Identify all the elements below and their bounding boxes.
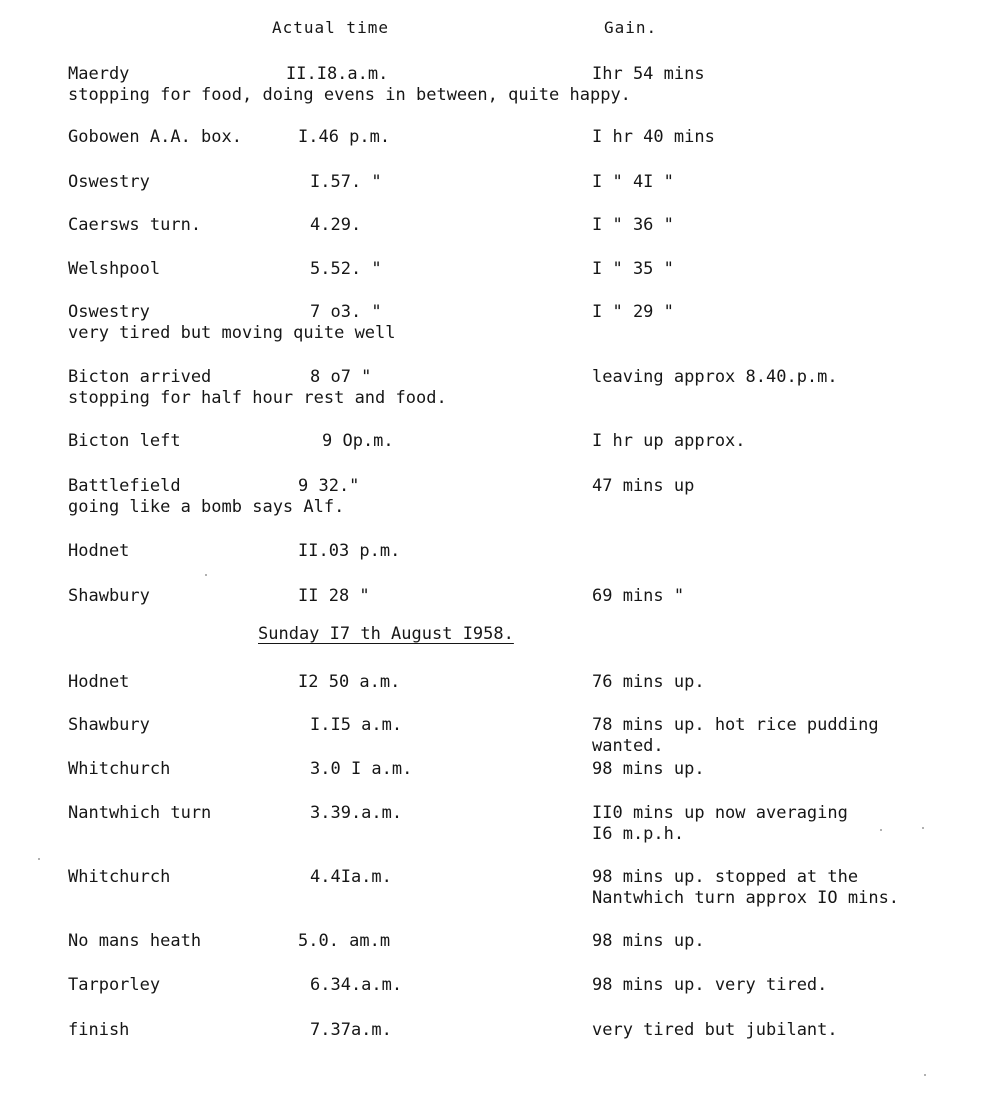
actual-time: I.57. ": [310, 172, 382, 192]
gain-continuation: wanted.: [592, 736, 664, 756]
date-heading: Sunday I7 th August I958.: [258, 624, 514, 644]
gain-value: I " 36 ": [592, 215, 674, 235]
log-entry: [0, 759, 1000, 789]
actual-time: 4.29.: [310, 215, 362, 235]
place-name: Gobowen A.A. box.: [68, 127, 242, 147]
gain-value: 69 mins ": [592, 586, 685, 606]
log-entry: [0, 431, 1000, 461]
place-name: Maerdy: [68, 64, 130, 84]
log-entry: [0, 931, 1000, 961]
actual-time: 9 Op.m.: [322, 431, 394, 451]
log-entry: [0, 367, 1000, 408]
place-name: Whitchurch: [68, 759, 171, 779]
actual-time: II 28 ": [298, 586, 370, 606]
header-actual-time: Actual time: [272, 18, 389, 37]
entry-note: stopping for food, doing evens in between, quite happy.: [68, 85, 631, 105]
paper-speck: [924, 1074, 926, 1076]
place-name: Bicton arrived: [68, 367, 212, 387]
log-entry: [0, 302, 1000, 343]
place-name: Whitchurch: [68, 867, 171, 887]
log-entry: [0, 586, 1000, 616]
place-name: finish: [68, 1020, 130, 1040]
place-name: Shawbury: [68, 586, 150, 606]
place-name: Oswestry: [68, 302, 150, 322]
log-entry: [0, 1020, 1000, 1050]
entry-note: stopping for half hour rest and food.: [68, 388, 447, 408]
gain-value: 98 mins up. very tired.: [592, 975, 828, 995]
place-name: Caersws turn.: [68, 215, 202, 235]
actual-time: 5.0. am.m: [298, 931, 391, 951]
gain-value: I " 35 ": [592, 259, 674, 279]
entry-note: going like a bomb says Alf.: [68, 497, 345, 517]
log-entry: [0, 803, 1000, 844]
gain-value: very tired but jubilant.: [592, 1020, 838, 1040]
place-name: Hodnet: [68, 541, 130, 561]
actual-time: II.I8.a.m.: [286, 64, 389, 84]
gain-value: I " 4I ": [592, 172, 674, 192]
actual-time: 8 o7 ": [310, 367, 372, 387]
actual-time: II.03 p.m.: [298, 541, 401, 561]
actual-time: 9 32.": [298, 476, 360, 496]
log-entry: [0, 715, 1000, 756]
log-entry: [0, 975, 1000, 1005]
gain-continuation: I6 m.p.h.: [592, 824, 685, 844]
place-name: Bicton left: [68, 431, 181, 451]
place-name: Tarporley: [68, 975, 161, 995]
log-entry: [0, 672, 1000, 702]
place-name: No mans heath: [68, 931, 202, 951]
actual-time: 7 o3. ": [310, 302, 382, 322]
gain-value: 47 mins up: [592, 476, 695, 496]
gain-value: Ihr 54 mins: [592, 64, 705, 84]
actual-time: 3.39.a.m.: [310, 803, 403, 823]
gain-value: 98 mins up.: [592, 759, 705, 779]
place-name: Shawbury: [68, 715, 150, 735]
actual-time: I.46 p.m.: [298, 127, 391, 147]
place-name: Hodnet: [68, 672, 130, 692]
log-entry: [0, 259, 1000, 289]
actual-time: I2 50 a.m.: [298, 672, 401, 692]
place-name: Oswestry: [68, 172, 150, 192]
actual-time: I.I5 a.m.: [310, 715, 403, 735]
actual-time: 7.37a.m.: [310, 1020, 392, 1040]
gain-value: 78 mins up. hot rice pudding: [592, 715, 879, 735]
actual-time: 6.34.a.m.: [310, 975, 403, 995]
log-entry: [0, 541, 1000, 571]
place-name: Battlefield: [68, 476, 181, 496]
paper-speck: [205, 574, 207, 576]
gain-value: I hr 40 mins: [592, 127, 715, 147]
paper-speck: [880, 829, 882, 831]
log-entry: [0, 476, 1000, 517]
actual-time: 5.52. ": [310, 259, 382, 279]
entry-note: very tired but moving quite well: [68, 323, 396, 343]
paper-speck: [38, 858, 40, 860]
gain-continuation: Nantwhich turn approx IO mins.: [592, 888, 900, 908]
gain-value: 76 mins up.: [592, 672, 705, 692]
header-gain: Gain.: [604, 18, 658, 37]
gain-value: leaving approx 8.40.p.m.: [592, 367, 838, 387]
gain-value: II0 mins up now averaging: [592, 803, 848, 823]
log-entry: [0, 172, 1000, 202]
gain-value: I hr up approx.: [592, 431, 746, 451]
place-name: Nantwhich turn: [68, 803, 212, 823]
log-entry: [0, 867, 1000, 908]
log-entry: [0, 215, 1000, 245]
actual-time: 4.4Ia.m.: [310, 867, 392, 887]
paper-speck: [922, 827, 924, 829]
place-name: Welshpool: [68, 259, 161, 279]
log-entry: [0, 127, 1000, 157]
gain-value: 98 mins up. stopped at the: [592, 867, 859, 887]
log-entry: [0, 64, 1000, 105]
gain-value: I " 29 ": [592, 302, 674, 322]
actual-time: 3.0 I a.m.: [310, 759, 413, 779]
gain-value: 98 mins up.: [592, 931, 705, 951]
